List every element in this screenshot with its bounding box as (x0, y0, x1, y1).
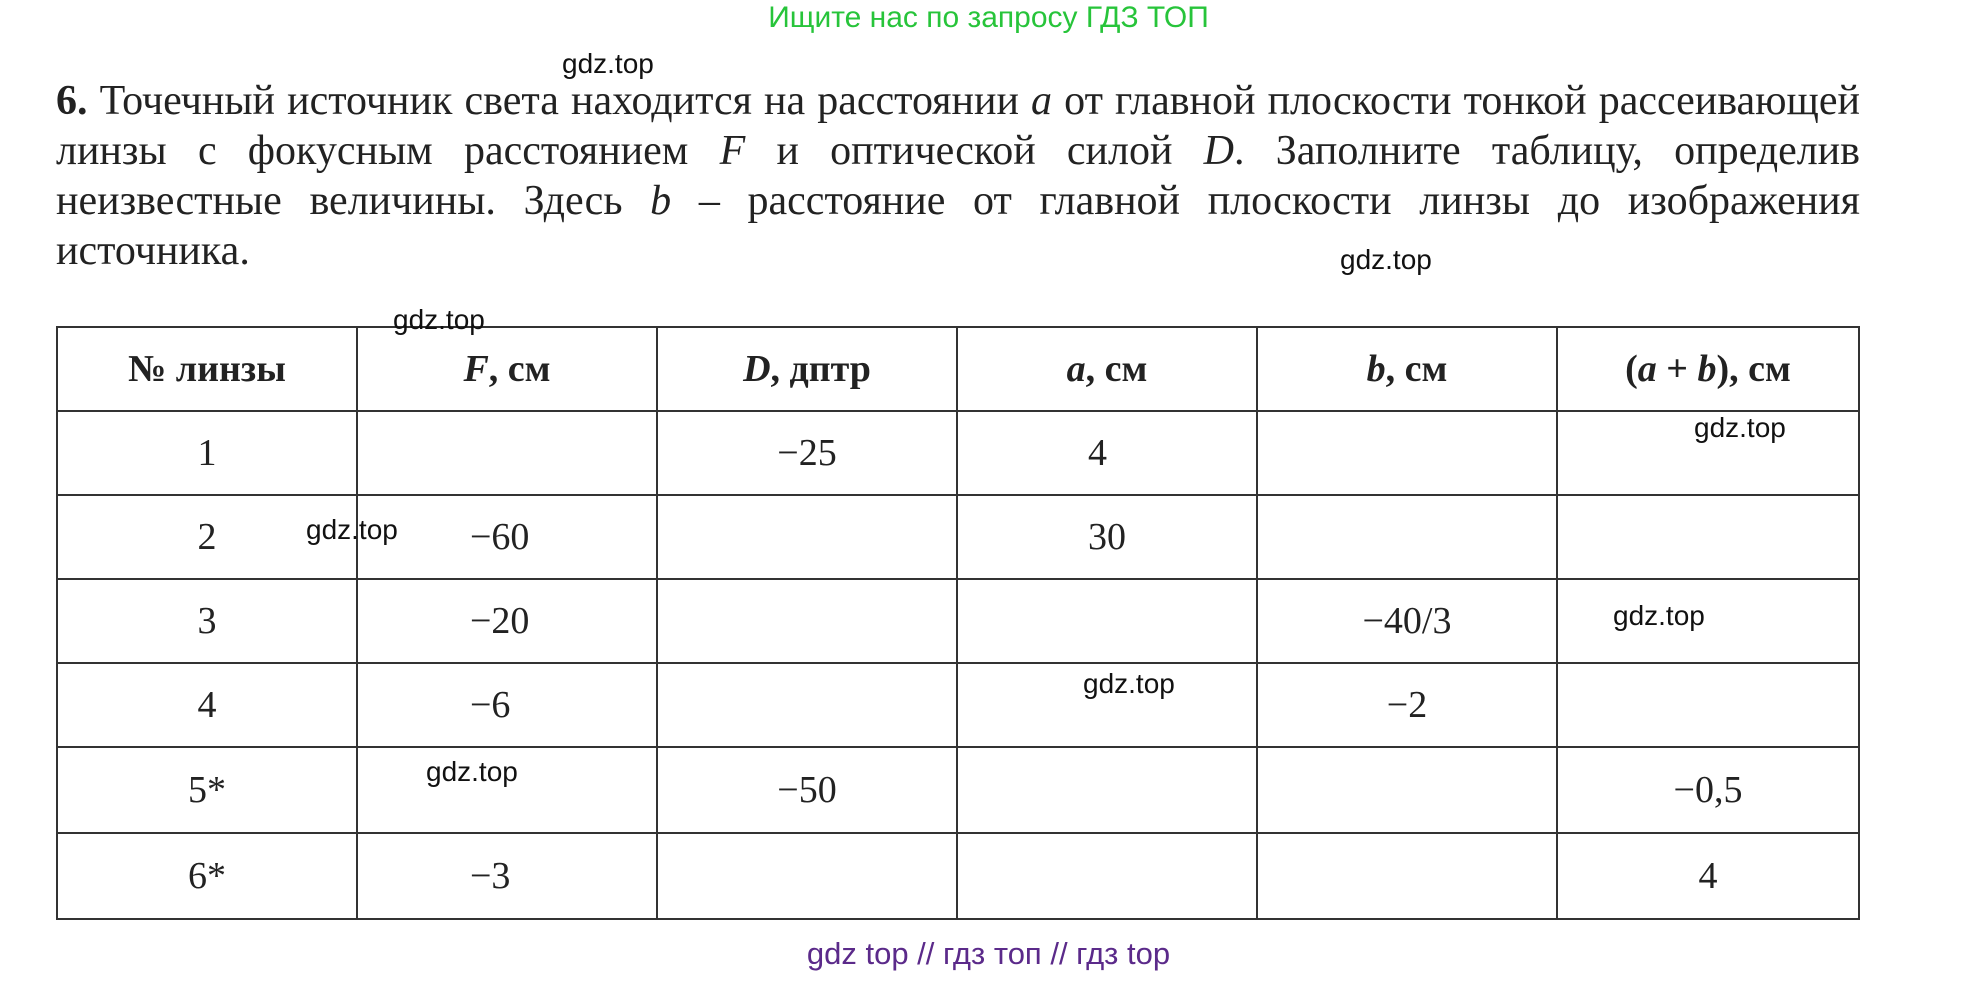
cell-b: −40/3 (1257, 579, 1557, 663)
cell-D (657, 579, 957, 663)
cell-F: −60 (357, 495, 657, 579)
cell-ab: 4 (1557, 833, 1859, 919)
bottom-banner: gdz top // гдз топ // гдз top (806, 936, 1171, 971)
table-row (57, 411, 1859, 495)
cell-F: −20 (357, 579, 657, 663)
cell-ab (1557, 663, 1859, 747)
cell-lens: 4 (57, 663, 357, 747)
cell-lens: 3 (57, 579, 357, 663)
cell-ab: −0,5 (1557, 747, 1859, 833)
var-F: F (719, 128, 746, 174)
cell-D (657, 495, 957, 579)
header-a: a, см (957, 327, 1257, 411)
problem-text-3: и оптической силой (745, 128, 1204, 174)
table-row (57, 833, 1859, 919)
header-a-plus-b: (a + b), см (1557, 327, 1859, 411)
cell-b (1257, 833, 1557, 919)
cell-b (1257, 747, 1557, 833)
cell-D (657, 663, 957, 747)
cell-a (957, 747, 1257, 833)
watermark: gdz.top (1340, 244, 1432, 275)
cell-lens: 1 (57, 411, 357, 495)
cell-D (657, 833, 957, 919)
cell-D: −50 (657, 747, 957, 833)
header-F: F, см (357, 327, 657, 411)
cell-F: −3 (357, 833, 657, 919)
watermark: gdz.top (1613, 600, 1705, 631)
var-b: b (650, 178, 672, 224)
cell-ab (1557, 495, 1859, 579)
cell-a (957, 833, 1257, 919)
cell-D: −25 (657, 411, 957, 495)
problem-statement (56, 76, 1860, 276)
watermark: gdz.top (562, 48, 654, 79)
cell-lens: 5* (57, 747, 357, 833)
cell-ab (1557, 579, 1859, 663)
problem-number: 6. (56, 78, 88, 124)
table-row (57, 579, 1859, 663)
header-b: b, см (1257, 327, 1557, 411)
cell-b (1257, 411, 1557, 495)
watermark: gdz.top (393, 304, 485, 335)
watermark: gdz.top (426, 756, 518, 787)
top-banner: Ищите нас по запросу ГДЗ ТОП (768, 1, 1209, 34)
header-D: D, дптр (657, 327, 957, 411)
cell-a: 30 (957, 495, 1257, 579)
watermark: gdz.top (1083, 668, 1175, 699)
cell-F: −6 (357, 663, 657, 747)
var-D: D (1203, 128, 1234, 174)
table-header-row (57, 327, 1859, 411)
cell-b (1257, 495, 1557, 579)
problem-text-5: – расстояние от главной плоскости линзы до изображения источника. (56, 178, 1860, 274)
table-row (57, 663, 1859, 747)
problem-text-1: Точечный источник света находится на расстоянии (87, 78, 1032, 124)
cell-b: −2 (1257, 663, 1557, 747)
table-row (57, 747, 1859, 833)
header-lens: № линзы (57, 327, 357, 411)
watermark: gdz.top (306, 514, 398, 545)
cell-lens: 2 (57, 495, 357, 579)
problem-text-4: . Заполните таблицу, определив неизвестные величины. Здесь (56, 128, 1860, 224)
lens-table (56, 326, 1860, 920)
problem-text-2: от главной плоскости тонкой рассеивающей линзы с фокусным расстоянием (56, 78, 1861, 174)
watermark: gdz.top (1694, 412, 1786, 443)
cell-F (357, 411, 657, 495)
cell-a: 4 (957, 411, 1257, 495)
var-a: a (1031, 78, 1053, 124)
cell-lens: 6* (57, 833, 357, 919)
cell-a (957, 579, 1257, 663)
